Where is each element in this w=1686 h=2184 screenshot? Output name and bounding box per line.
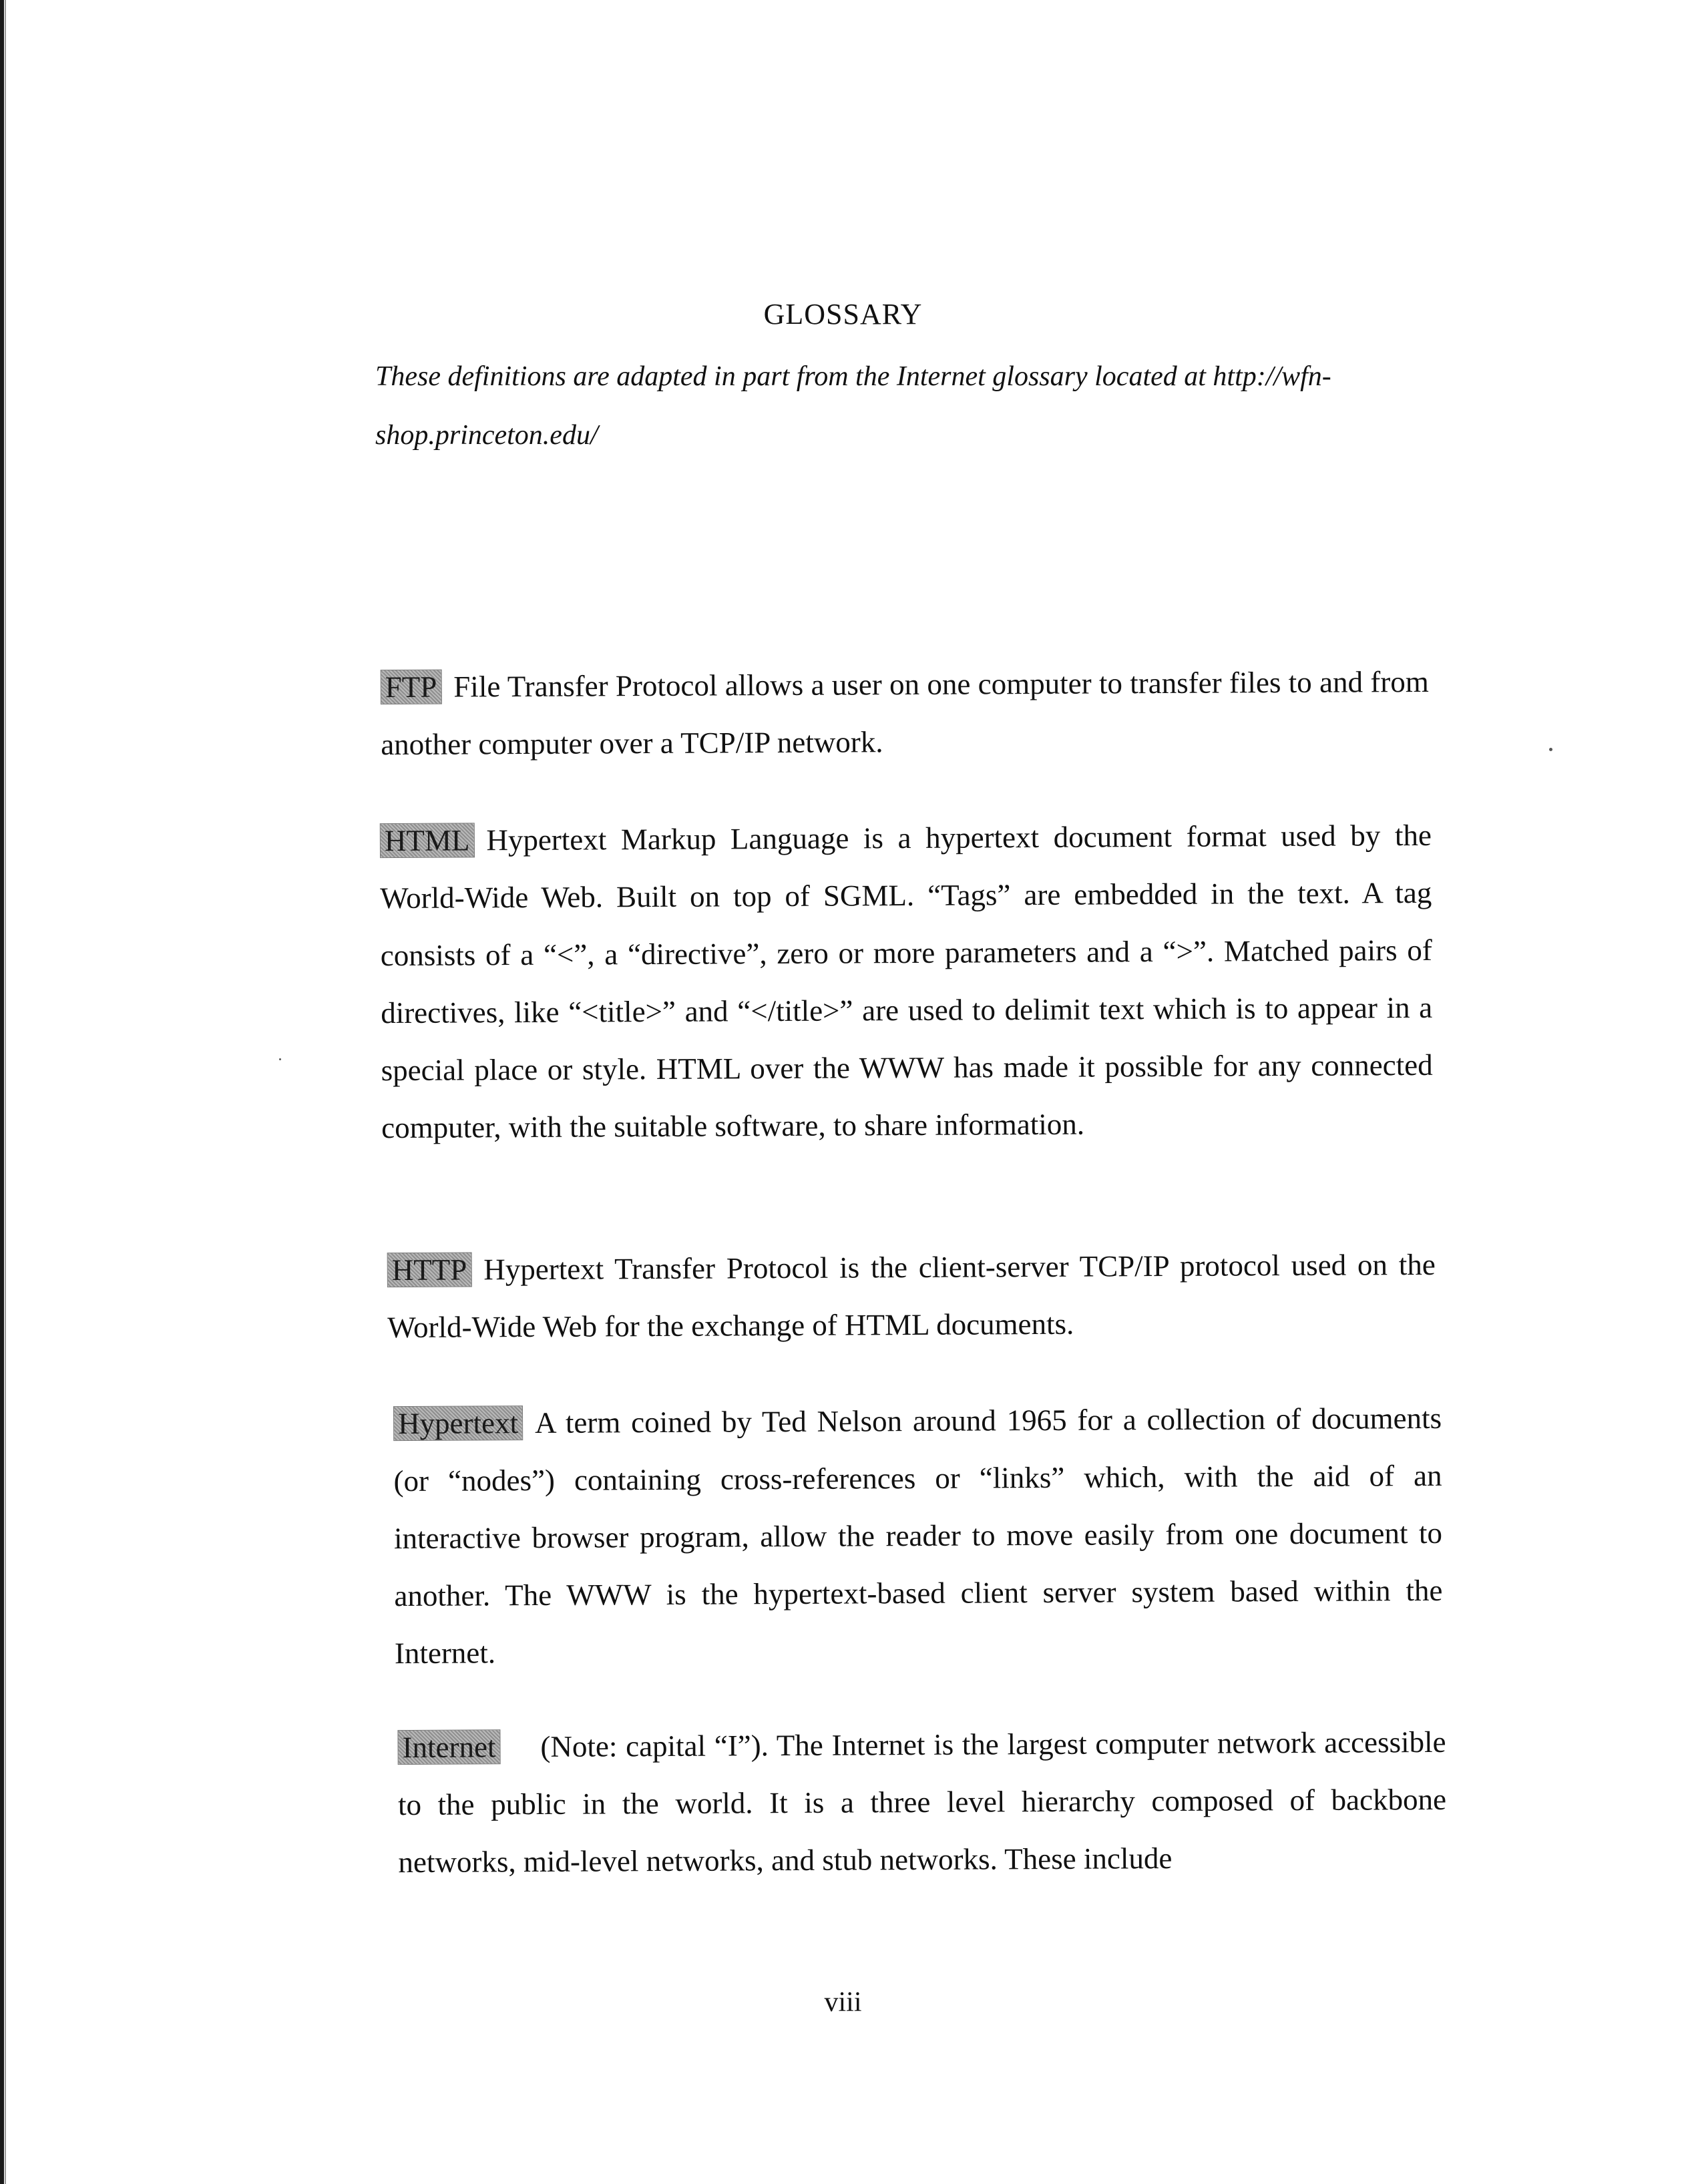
- glossary-term-highlight: HTML: [380, 823, 475, 858]
- glossary-definition: Hypertext Transfer Protocol is the client-server TCP/IP protocol used on the World-Wide Web for the exchange of HTML documents.: [387, 1247, 1436, 1345]
- glossary-term-highlight: FTP: [381, 670, 442, 704]
- glossary-term-highlight: HTTP: [387, 1252, 472, 1287]
- scan-speck: [1549, 748, 1552, 751]
- glossary-intro: These definitions are adapted in part from the Internet glossary located at http://wfn-shop.princeton.edu/: [375, 361, 1331, 451]
- glossary-term-highlight: Hypertext: [393, 1405, 523, 1441]
- glossary-entry-internet: [397, 1713, 1446, 1891]
- glossary-definition: File Transfer Protocol allows a user on one computer to transfer files to and from another computer over a TCP/IP network.: [381, 664, 1429, 762]
- page-number: viii: [824, 1987, 862, 2018]
- glossary-entry-hypertext: [393, 1389, 1443, 1682]
- glossary-definition: (Note: capital “I”). The Internet is the largest computer network accessible to the public in the world. It is a three level hierarchy composed of backbone networks, mid-level networks, and stub networks. These include: [397, 1725, 1447, 1880]
- glossary-entry-http: [387, 1236, 1436, 1356]
- glossary-term-highlight: Internet: [397, 1729, 500, 1765]
- scan-speck: [279, 1058, 281, 1060]
- glossary-definition: Hypertext Markup Language is a hypertext document format used by the World-Wide Web. Built on top of SGML. “Tags” are embedded in the text. A tag consists of a “<”, a “directive”, zero or more parameters and a “>”. Matched pairs of directives, like “<title>” and “</title>” are used to delimit text which is to appear in a special place or style. HTML over the WWW has made it possible for any connected computer, with the suitable software, to share information.: [380, 818, 1433, 1145]
- glossary-definition: A term coined by Ted Nelson around 1965 for a collection of documents (or “nodes”) containing cross-references or “links” which, with the aid of an interactive browser program, allow the reader to move easily from one document to another. The WWW is the hypertext-based client server system based within the Internet.: [393, 1401, 1443, 1671]
- page-title: GLOSSARY: [763, 298, 923, 331]
- glossary-entry-html: [380, 807, 1434, 1156]
- glossary-entry-ftp: [381, 653, 1430, 773]
